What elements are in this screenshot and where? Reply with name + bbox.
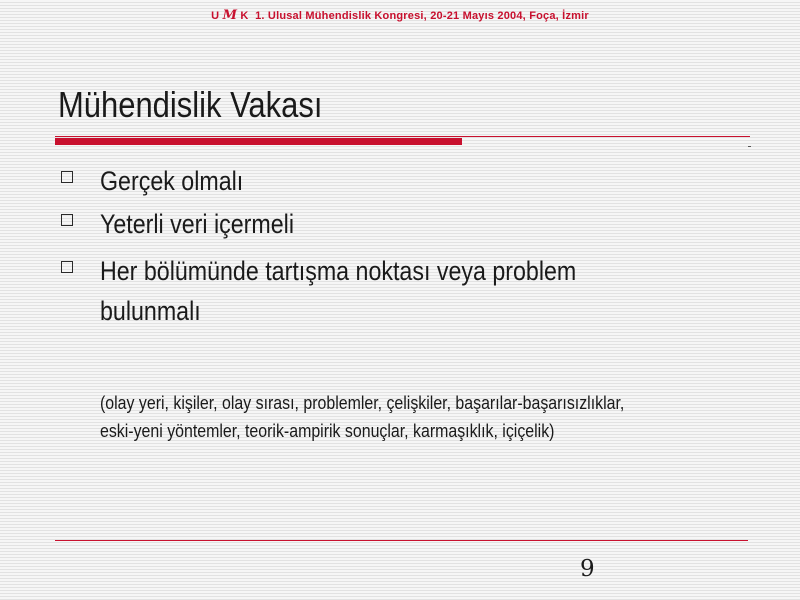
bullet-text-line: bulunmalı xyxy=(100,296,201,326)
bullet-text-multiline xyxy=(100,251,576,331)
bullet-item xyxy=(58,251,758,331)
title-accent-bar xyxy=(55,138,462,145)
footer-divider xyxy=(55,540,748,541)
bullet-text-line: Her bölümünde tartışma noktası veya problem xyxy=(100,256,577,286)
bullet-text: Gerçek olmalı xyxy=(100,166,244,196)
subtext-line: eski-yeni yöntemler, teorik-ampirik sonuçlar, karmaşıklık, içiçelik) xyxy=(100,420,555,441)
title-divider-tick xyxy=(748,146,751,147)
slide-title: Mühendislik Vakası xyxy=(58,84,323,125)
bullet-text: Yeterli veri içermeli xyxy=(100,209,294,239)
bullet-list xyxy=(58,160,758,331)
square-bullet-icon xyxy=(61,214,73,226)
square-bullet-icon xyxy=(61,261,73,273)
bullet-item xyxy=(58,204,758,244)
subtext-line: (olay yeri, kişiler, olay sırası, problemler, çelişkiler, başarılar-başarısızlıklar, xyxy=(100,392,625,413)
bullet-subtext xyxy=(100,389,685,445)
conference-header xyxy=(0,8,800,23)
title-divider xyxy=(55,136,750,137)
umk-logo: U M K xyxy=(211,8,249,23)
square-bullet-icon xyxy=(61,171,73,183)
page-number: 9 xyxy=(580,556,595,582)
bullet-item xyxy=(58,161,758,201)
conference-header-text: 1. Ulusal Mühendislik Kongresi, 20-21 Mayıs 2004, Foça, İzmir xyxy=(255,10,589,22)
